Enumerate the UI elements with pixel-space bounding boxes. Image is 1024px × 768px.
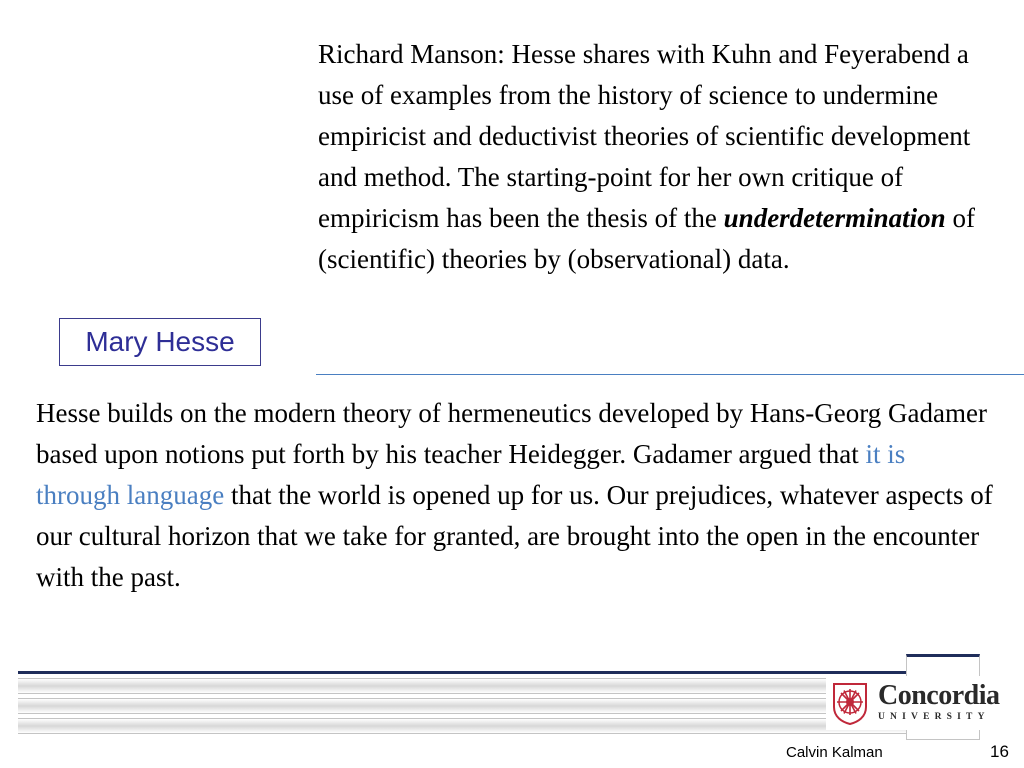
page-number: 16 <box>990 742 1009 761</box>
footer-navy-line <box>18 671 908 674</box>
quote-text-end: of (scientific) theories by (observational) data. <box>318 203 975 274</box>
quote-paragraph <box>318 34 978 280</box>
body-paragraph <box>36 393 996 598</box>
quote-emphasis: underdetermination <box>723 203 946 233</box>
portrait-placeholder-text <box>140 150 200 160</box>
footer-author: Calvin Kalman <box>786 744 883 761</box>
body-text-end: that the world is opened up for us. Our prejudices, whatever aspects of our cultural horizon that we take for granted, are brought into the open in the encounter with the past. <box>36 480 993 592</box>
footer-strip <box>18 698 908 714</box>
university-logo <box>826 676 1004 730</box>
body-highlight: it is through language <box>36 439 906 510</box>
logo-subtitle: UNIVERSITY <box>878 712 990 722</box>
footer-strip <box>18 718 908 734</box>
footer-strip <box>18 678 908 694</box>
section-divider <box>316 374 1024 375</box>
logo-name: Concordia <box>878 680 1000 711</box>
concordia-seal-icon <box>830 681 870 725</box>
portrait-caption: Mary Hesse <box>59 318 261 366</box>
body-text-start: Hesse builds on the modern theory of hermeneutics developed by Hans-Georg Gadamer based upon notions put forth by his teacher Heidegger. Gadamer argued that <box>36 398 987 469</box>
logo-wordmark <box>878 682 1000 724</box>
quote-text-start: Richard Manson: Hesse shares with Kuhn and Feyerabend a use of examples from the history of science to undermine empiricist and deductivist theories of scientific development and method. The starting-point for her own critique of empiricism has been the thesis of the <box>318 39 971 233</box>
